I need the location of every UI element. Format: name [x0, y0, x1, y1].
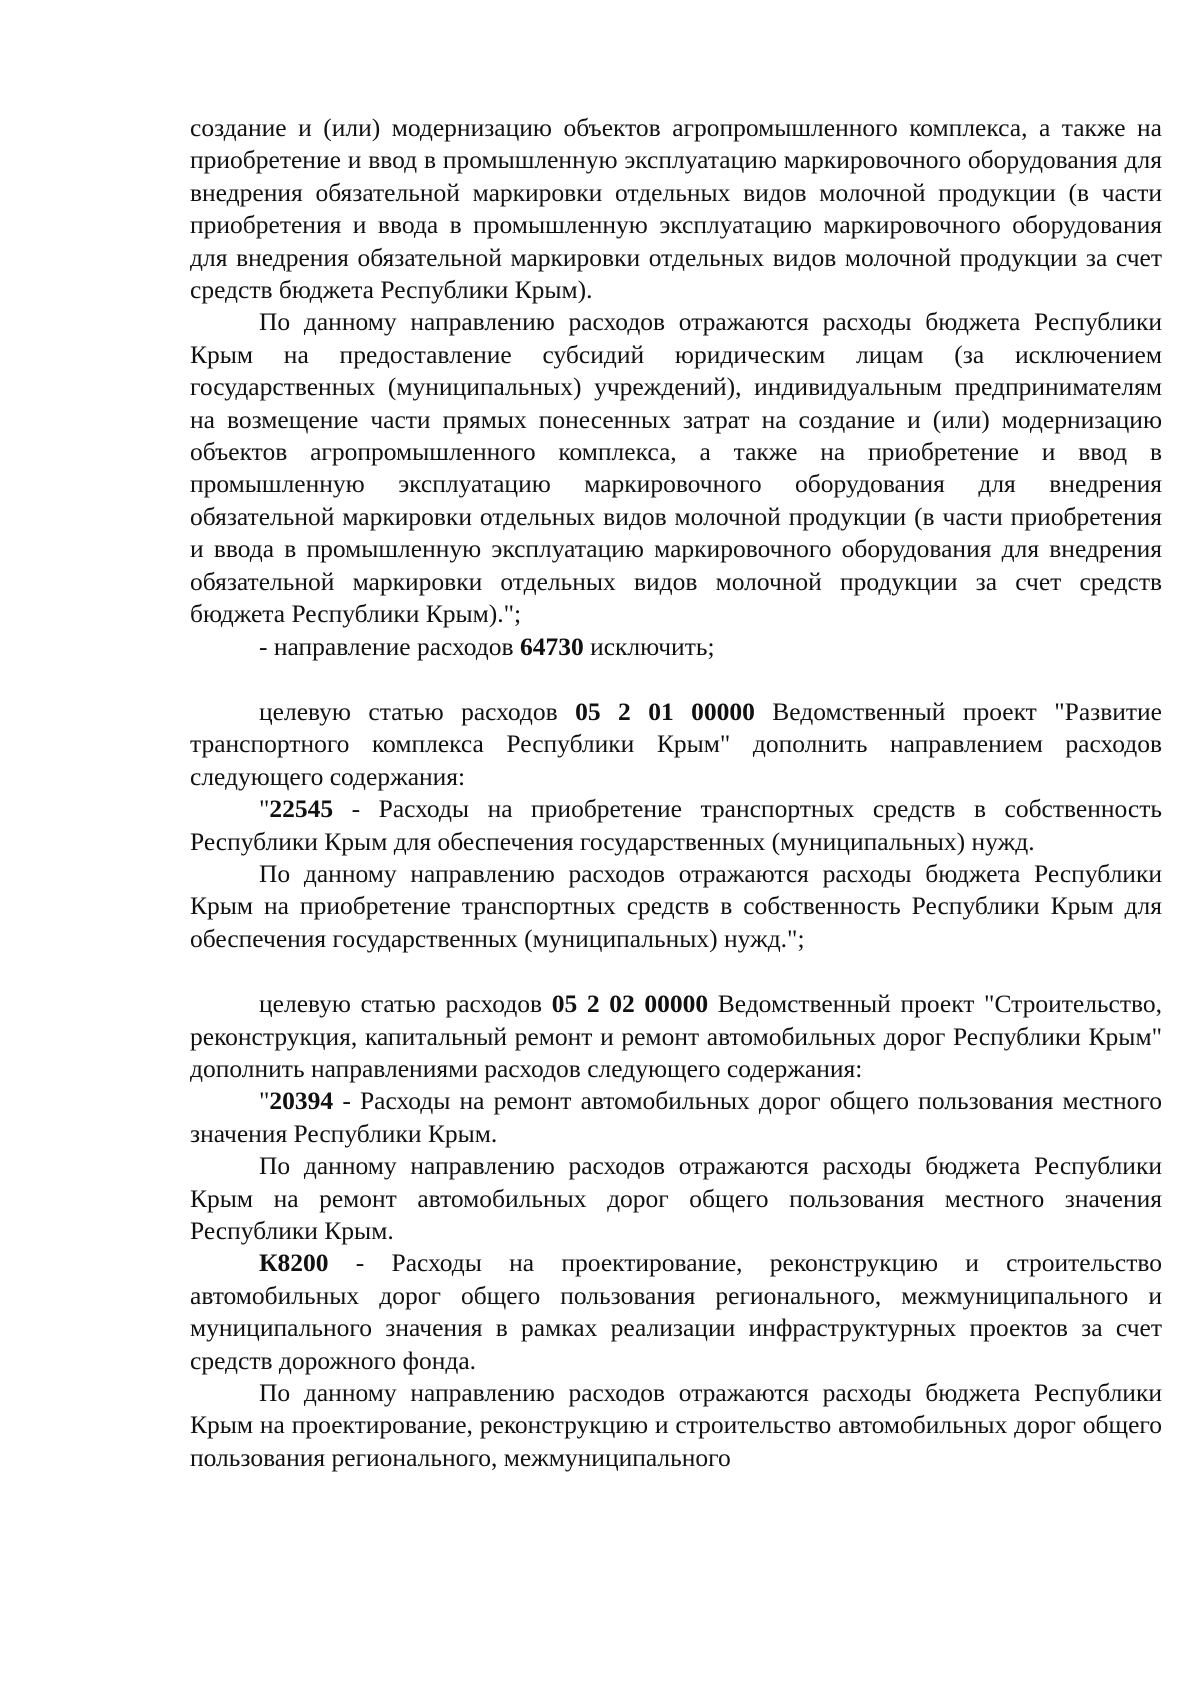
paragraph-7-prefix: целевую статью расходов: [259, 989, 552, 1019]
paragraph-gap: [190, 955, 1162, 988]
target-article-code: 05 2 01 00000: [575, 696, 755, 726]
paragraph-7: [190, 988, 1162, 1085]
paragraph-3-suffix: исключить;: [583, 631, 715, 661]
expense-code-22545: 22545: [269, 794, 334, 824]
document-page: [190, 112, 1162, 1474]
paragraph-2: По данному направлению расходов отражаются расходы бюджета Республики Крым на предоставление субсидий юридическим лицам (за исключением государственных (муниципальных) учреждений), индивидуальным предпринимателям на возмещение части прямых понесенных затрат на создание и (или) модернизацию объектов агропромышленного комплекса, а также на приобретение и ввод в промышленную эксплуатацию маркировочного оборудования для внедрения обязательной маркировки отдельных видов молочной продукции (в части приобретения и ввода в промышленную эксплуатацию маркировочного оборудования для внедрения обязательной маркировки отдельных видов молочной продукции за счет средств бюджета Республики Крым).";: [190, 307, 1162, 629]
paragraph-4: [190, 696, 1162, 793]
paragraph-8-suffix: - Расходы на ремонт автомобильных дорог общего пользования местного значения Республики Крым.: [190, 1086, 1162, 1148]
paragraph-gap: [190, 663, 1162, 696]
paragraph-9: По данному направлению расходов отражаются расходы бюджета Республики Крым на ремонт автомобильных дорог общего пользования местного значения Республики Крым.: [190, 1151, 1162, 1245]
paragraph-1: создание и (или) модернизацию объектов агропромышленного комплекса, а также на приобретение и ввод в промышленную эксплуатацию маркировочного оборудования для внедрения обязательной маркировки отдельных видов молочной продукции (в части приобретения и ввода в промышленную эксплуатацию маркировочного оборудования для внедрения обязательной маркировки отдельных видов молочной продукции за счет средств бюджета Республики Крым).: [190, 113, 1162, 305]
paragraph-4-prefix: целевую статью расходов: [259, 696, 576, 726]
paragraph-4-suffix: Ведомственный проект "Развитие транспортного комплекса Республики Крым" дополнить направлением расходов следующего содержания:: [190, 696, 1162, 791]
paragraph-6: По данному направлению расходов отражаются расходы бюджета Республики Крым на приобретение транспортных средств в собственность Республики Крым для обеспечения государственных (муниципальных) нужд.";: [190, 858, 1162, 953]
target-article-code: 05 2 02 00000: [551, 989, 709, 1019]
paragraph-5: [190, 793, 1162, 858]
paragraph-5-prefix: ": [259, 794, 270, 824]
paragraph-5-suffix: - Расходы на приобретение транспортных средств в собственность Республики Крым для обеспечения государственных (муниципальных) нужд.: [190, 794, 1162, 856]
paragraph-3-prefix: - направление расходов: [259, 631, 520, 661]
paragraph-8-prefix: ": [259, 1086, 270, 1116]
paragraph-3: [190, 631, 1162, 663]
paragraph-7-suffix: Ведомственный проект "Строительство, реконструкция, капитальный ремонт и ремонт автомобильных дорог Республики Крым" дополнить направлениями расходов следующего содержания:: [190, 989, 1162, 1083]
paragraph-8: [190, 1085, 1162, 1150]
expense-code-64730: 64730: [519, 631, 584, 661]
paragraph-10: [190, 1247, 1162, 1377]
paragraph-10-suffix: - Расходы на проектирование, реконструкцию и строительство автомобильных дорог общего пользования регионального, межмуниципального и муниципального значения в рамках реализации инфраструктурных проектов за счет средств дорожного фонда.: [190, 1248, 1162, 1375]
expense-code-20394: 20394: [269, 1086, 334, 1116]
expense-code-k8200: К8200: [259, 1248, 329, 1278]
paragraph-11: По данному направлению расходов отражаются расходы бюджета Республики Крым на проектирование, реконструкцию и строительство автомобильных дорог общего пользования регионального, межмуниципального: [190, 1378, 1162, 1472]
